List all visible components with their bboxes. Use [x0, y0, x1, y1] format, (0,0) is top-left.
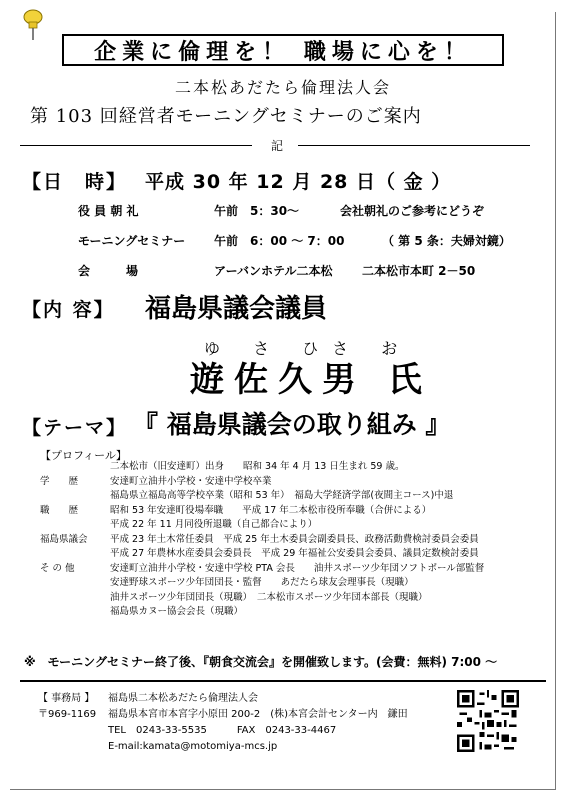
profile-value: 平成 27 年農林水産委員会委員長 平成 29 年福祉公安委員会委員、議員定数検討委員: [110, 548, 479, 559]
profile-value: 安達野球スポーツ少年団団長・監督 あだたら球友会理事長（現職）: [110, 577, 414, 588]
profile-row: [40, 562, 540, 577]
venue-address: 二本松市本町 2－50: [362, 264, 476, 278]
theme-label: 【テーマ】: [22, 417, 128, 439]
venue-name: アーバンホテル二本松: [214, 264, 333, 278]
footer-row: [38, 707, 408, 723]
profile-category: [40, 547, 110, 562]
profile-category: [40, 605, 110, 620]
schedule-row-time: 午前 5：30～: [214, 204, 300, 218]
profile-value: 昭和 53 年安達町役場奉職 平成 17 年二本松市役所奉職（合併による）: [110, 504, 432, 516]
footer-label: 【 事務局 】: [38, 693, 95, 704]
profile-list: [40, 460, 540, 620]
profile-row: [40, 547, 540, 562]
organization-name: 二本松あだたら倫理法人会: [174, 78, 391, 97]
profile-row: [40, 460, 540, 475]
profile-category: [40, 460, 110, 475]
qr-code-icon: [457, 690, 519, 752]
footer-row: [38, 739, 408, 755]
profile-category: 職 歴: [40, 504, 79, 516]
profile-category: 学 歴: [40, 475, 79, 487]
profile-value: 福島県立福島高等学校卒業（昭和 53 年） 福島大学経済学部(夜間主コース)中退: [110, 490, 454, 501]
profile-row: [40, 591, 540, 606]
footer-row: [38, 691, 408, 707]
profile-value: 福島県カヌー協会会長（現職）: [110, 606, 244, 617]
profile-category: [40, 489, 110, 504]
profile-value: 油井スポーツ少年団団長（現職） 二本松市スポーツ少年団本部長（現職）: [110, 591, 428, 603]
profile-category: [40, 518, 110, 533]
schedule-label: 【日 時】: [22, 171, 128, 193]
schedule-row-note: 会社朝礼のご参考にどうぞ: [340, 204, 485, 218]
profile-category: [40, 591, 110, 606]
schedule-row-label: 役 員 朝 礼: [78, 204, 139, 218]
office-contact: [38, 691, 408, 755]
profile-category: そ の 他: [40, 562, 75, 574]
profile-value: 安達町立油井小学校・安達中学校 PTA 会長 油井スポーツ少年団ソフトボール部監督: [110, 562, 485, 574]
footer-value: 福島県二本松あだたら倫理法人会: [108, 693, 258, 704]
divider-left: [20, 145, 252, 146]
profile-row: [40, 518, 540, 533]
venue-label: 会 場: [78, 264, 139, 278]
speaker-title: 福島県議会議員: [145, 294, 328, 324]
profile-row: [40, 475, 540, 490]
push-pin-icon: [20, 8, 46, 42]
profile-row: [40, 576, 540, 591]
profile-row: [40, 504, 540, 519]
ki-mark: 記: [271, 139, 284, 153]
footer-divider: [20, 680, 546, 682]
footer-row: [38, 723, 408, 739]
speaker-name: 遊佐久男 氏: [190, 360, 432, 400]
footer-label: 〒969-1169: [38, 709, 97, 720]
event-date: 平成 30 年 12 月 28 日（ 金 ）: [145, 171, 452, 193]
footer-value: 福島県本宮市本宮字小原田 200-2 (株)本宮会計センター内 鎌田: [108, 709, 408, 720]
content-label: 【内 容】: [22, 299, 115, 321]
profile-value: 平成 23 年土木常任委員 平成 25 年土木委員会副委員長、政務活動費検討委員会委員: [110, 533, 479, 545]
schedule-row-note: （ 第 5 条：夫婦対鏡）: [382, 234, 511, 248]
profile-value: 平成 22 年 11 月同役所退職（自己都合により）: [110, 519, 318, 530]
schedule-row-time: 午前 6：00 ～ 7：00: [214, 234, 345, 248]
footer-label: [38, 739, 108, 755]
divider-right: [298, 145, 530, 146]
speaker-name-reading: ゆ さ ひさ お: [204, 339, 412, 358]
footer-email[interactable]: E-mail:kamata@motomiya-mcs.jp: [108, 741, 278, 752]
profile-category: 福島県議会: [40, 533, 88, 545]
theme-text: 『 福島県議会の取り組み 』: [133, 410, 451, 439]
schedule-row-label: モーニングセミナー: [78, 234, 186, 248]
profile-row: [40, 605, 540, 620]
profile-value: 安達町立油井小学校・安達中学校卒業: [110, 475, 272, 487]
profile-category: [40, 576, 110, 591]
breakfast-note: ※ モーニングセミナー終了後、『朝食交流会』を開催致します。(会費：無料) 7:00 ～: [24, 655, 498, 669]
document-page: [10, 12, 556, 790]
profile-heading: 【プロフィール】: [40, 449, 127, 462]
footer-phone-fax: TEL 0243-33-5535 FAX 0243-33-4467: [108, 725, 337, 736]
profile-row: [40, 533, 540, 548]
footer-label: [38, 723, 108, 739]
seminar-title: 第 103 回経営者モーニングセミナーのご案内: [30, 106, 422, 127]
profile-row: [40, 489, 540, 504]
slogan-box: 企業に倫理を！ 職場に心を！: [62, 34, 504, 66]
profile-value: 二本松市（旧安達町）出身 昭和 34 年 4 月 13 日生まれ 59 歳。: [110, 461, 405, 472]
